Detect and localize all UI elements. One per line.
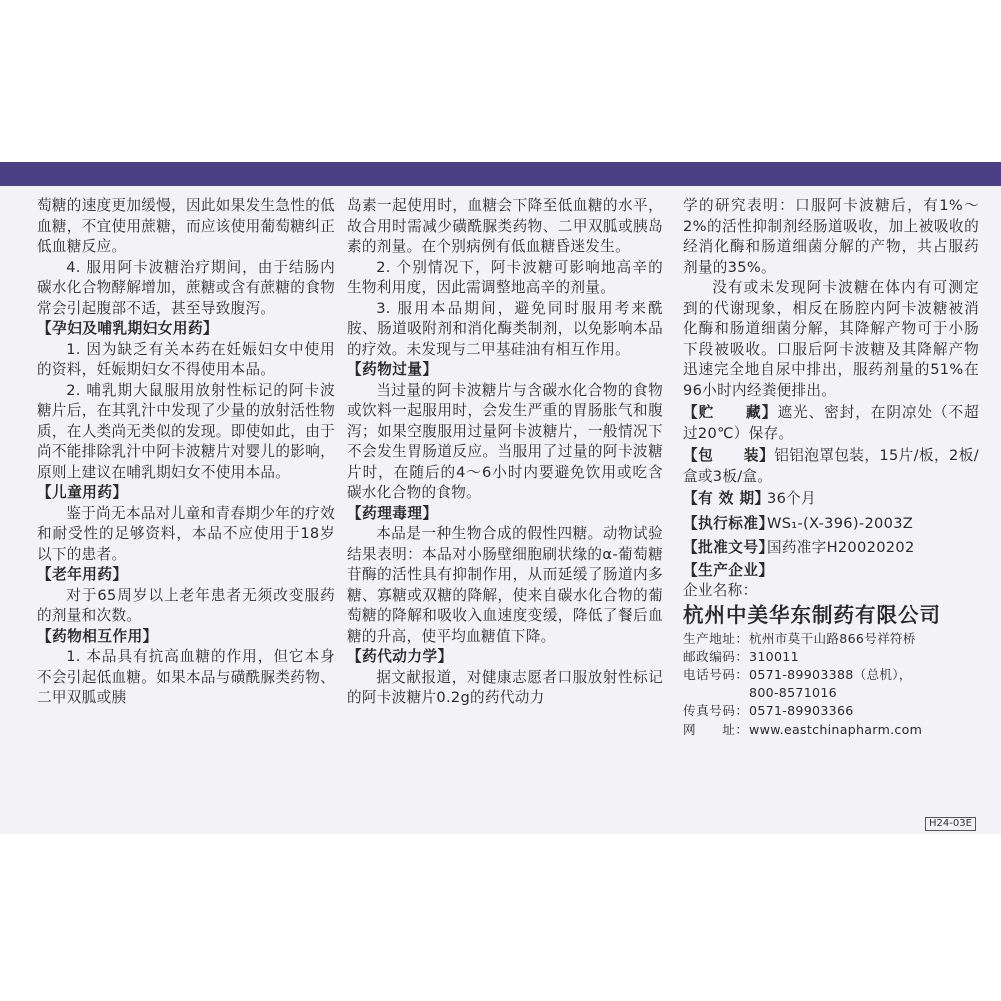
- postcode-row: [683, 648, 979, 666]
- section-heading-interaction: 【药物相互作用】: [37, 627, 158, 645]
- paragraph: 本品是一种生物合成的假性四糖。动物试验结果表明：本品对小肠壁细胞刷状缘的α-葡萄糖苷酶的活性具有抑制作用，从而延缓了肠道内多糖、寡糖或双糖的降解，使来自碳水化合物的葡萄糖的降解和吸收入血速度变缓，降低了餐后血糖的升高，使平均血糖值下降。: [347, 525, 663, 645]
- paragraph: 2. 个别情况下，阿卡波糖可影响地高辛的生物利用度，因此需调整地高辛的剂量。: [347, 258, 663, 296]
- storage-value: 遮光、密封，在阴凉处（不超过20℃）保存。: [683, 404, 979, 442]
- column-2: [347, 196, 663, 709]
- address-label: 生产地址：: [683, 630, 749, 646]
- phone-value: 0571-89903388（总机），: [749, 666, 912, 682]
- column-1: [37, 196, 335, 709]
- fax-row: [683, 702, 979, 720]
- paragraph: 萄糖的速度更加缓慢，因此如果发生急性的低血糖，不宜使用蔗糖，而应该使用葡萄糖纠正低血糖反应。: [37, 197, 335, 255]
- fax-value: 0571-89903366: [749, 703, 854, 719]
- website-row: [683, 721, 979, 739]
- storage-label: 【贮 藏】: [683, 404, 778, 421]
- package-row: [683, 446, 979, 487]
- fax-label: 传真号码：: [683, 703, 749, 719]
- column-3: [683, 196, 979, 739]
- storage-row: [683, 403, 979, 444]
- section-heading-overdose: 【药物过量】: [347, 361, 438, 378]
- paragraph: 2. 哺乳期大鼠服用放射性标记的阿卡波糖片后，在其乳汁中发现了少量的放射活性物质，在人类尚无类似的发现。即使如此，由于尚不能排除乳汁中阿卡波糖片对婴儿的影响，原则上建议在哺乳期妇女不使用本品。: [37, 381, 335, 481]
- package-label: 【包 装】: [683, 447, 775, 464]
- standard-value: WS₁-(X-396)-2003Z: [767, 514, 914, 532]
- paragraph: 对于65周岁以上老年患者无须改变服药的剂量和次数。: [37, 586, 335, 624]
- approval-row: [683, 538, 979, 559]
- validity-row: [683, 489, 979, 510]
- standard-label: 【执行标准】: [683, 514, 774, 532]
- address-row: [683, 630, 979, 648]
- paragraph: 学的研究表明：口服阿卡波糖后，有1%～2%的活性抑制剂经肠道吸收，加上被吸收的经消化酶和肠道细菌分解的产物，共占服药剂量的35%。: [683, 197, 979, 276]
- validity-label: 【有 效 期】: [683, 490, 770, 507]
- section-heading-manufacturer: 【生产企业】: [683, 561, 774, 579]
- approval-value: 国药准字H20020202: [767, 539, 915, 556]
- section-heading-children: 【儿童用药】: [37, 484, 128, 501]
- section-heading-pharmacokinetics: 【药代动力学】: [347, 648, 453, 665]
- paragraph: 1. 本品具有抗高血糖的作用，但它本身不会引起低血糖。如果本品与磺酰脲类药物、二甲双胍或胰: [37, 648, 335, 706]
- paragraph: 3. 服用本品期间，避免同时服用考来酰胺、肠道吸附剂和消化酶类制剂，以免影响本品的疗效。未发现与二甲基硅油有相互作用。: [347, 299, 663, 358]
- website-value: www.eastchinapharm.com: [749, 721, 923, 737]
- section-heading-pregnancy: 【孕妇及哺乳期妇女用药】: [37, 320, 219, 337]
- section-heading-pharmacology: 【药理毒理】: [347, 504, 438, 522]
- postcode-value: 310011: [749, 648, 799, 664]
- section-heading-elderly: 【老年用药】: [37, 566, 128, 583]
- paragraph: 当过量的阿卡波糖片与含碳水化合物的食物或饮料一起服用时，会发生严重的胃肠胀气和腹泻；如果空腹服用过量阿卡波糖片，一般情况下不会发生胃肠道反应。当服用了过量的阿卡波糖片时，在随后的4～6小时内要避免饮用或吃含碳水化合物的食物。: [347, 381, 663, 501]
- phone-label: 电话号码：: [683, 666, 749, 682]
- website-label: 网 址：: [683, 721, 749, 737]
- company-name: 杭州中美华东制药有限公司: [683, 602, 941, 627]
- paragraph: 4. 服用阿卡波糖治疗期间，由于结肠内碳水化合物酵解增加，蔗糖或含有蔗糖的食物常会引起腹部不适，甚至导致腹泻。: [37, 258, 335, 317]
- paragraph: 据文献报道，对健康志愿者口服放射性标记的阿卡波糖片0.2g的药代动力: [347, 668, 663, 706]
- company-label: 企业名称：: [683, 582, 758, 599]
- validity-value: 36个月: [767, 490, 816, 507]
- print-code-box: H24-03E: [925, 817, 976, 831]
- paragraph: 1. 因为缺乏有关本药在妊娠妇女中使用的资料，妊娠期妇女不得使用本品。: [37, 340, 335, 378]
- phone-row-2: [683, 684, 979, 702]
- header-band: [0, 162, 1001, 186]
- paragraph: 鉴于尚无本品对儿童和青春期少年的疗效和耐受性的足够资料，本品不应使用于18岁以下的患者。: [37, 504, 335, 563]
- approval-label: 【批准文号】: [683, 539, 774, 556]
- paragraph: 岛素一起使用时，血糖会下降至低血糖的水平，故合用时需减少磺酰脲类药物、二甲双胍或胰岛素的剂量。在个别病例有低血糖昏迷发生。: [347, 197, 663, 255]
- phone-row: [683, 666, 979, 684]
- phone-value-2: 800-8571016: [749, 685, 837, 701]
- address-value: 杭州市莫干山路866号祥符桥: [749, 630, 916, 646]
- paragraph: 没有或未发现阿卡波糖在体内有可测定到的代谢现象，相反在肠腔内阿卡波糖被消化酶和肠道细菌分解，其降解产物可于小肠下段被吸收。口服后阿卡波糖及其降解产物迅速完全地自尿中排出，服药剂量的51%在96小时内经粪便排出。: [683, 279, 979, 399]
- postcode-label: 邮政编码：: [683, 648, 749, 664]
- standard-row: [683, 514, 979, 535]
- package-value: 铝铝泡罩包装，15片/板，2板/盒或3板/盒。: [683, 447, 979, 485]
